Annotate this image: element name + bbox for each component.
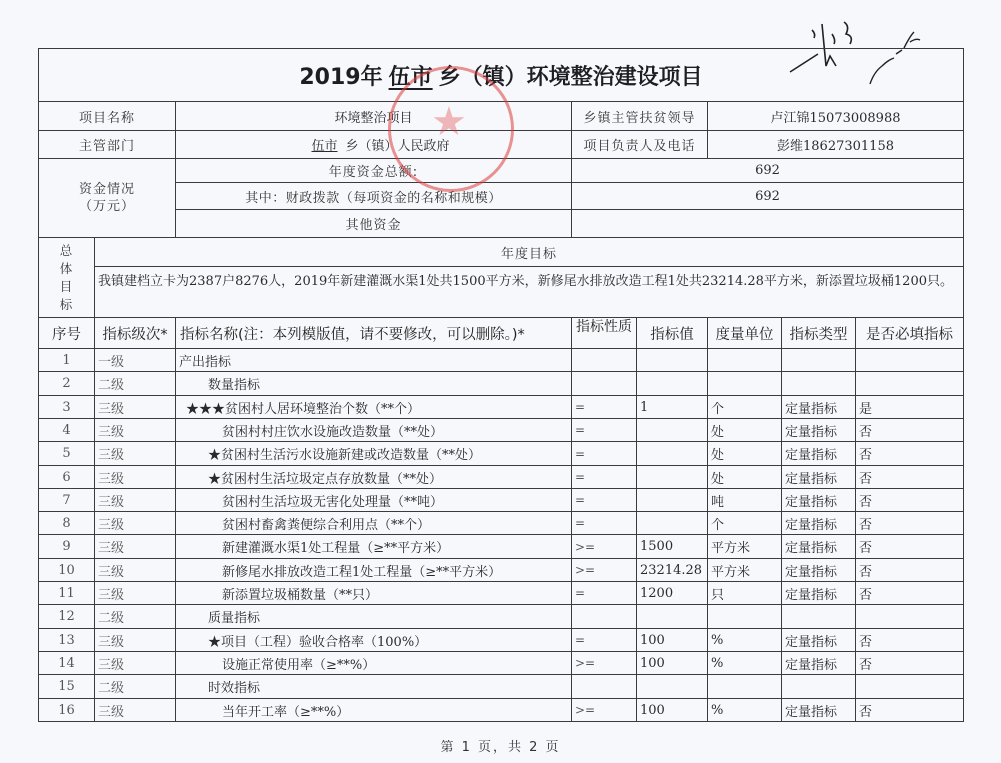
cell-required: 否	[856, 699, 964, 722]
cell-value	[637, 419, 708, 442]
cell-value	[637, 349, 708, 372]
cell-nature: >=	[572, 652, 637, 675]
cell-level: 二级	[95, 675, 176, 699]
cell-required: 否	[856, 535, 964, 559]
cell-unit: 处	[708, 419, 782, 442]
funds-label-line1: 资金情况	[78, 182, 135, 197]
cell-unit: 处	[708, 442, 782, 466]
cell-unit: 吨	[708, 489, 782, 512]
cell-name: 数量指标	[176, 372, 572, 396]
owner-value: 彭维18627301158	[708, 131, 964, 159]
cell-required: 否	[856, 466, 964, 489]
annual-goal-text: 我镇建档立卡为2387户8276人，2019年新建灌溉水渠1处共1500平方米，新修尾水排放改造工程1处共23214.28平方米，新添置垃圾桶1200只。	[95, 267, 964, 318]
cell-value	[637, 442, 708, 466]
cell-unit: %	[708, 629, 782, 652]
cell-nature: =	[572, 396, 637, 419]
cell-unit	[708, 675, 782, 699]
cell-unit: 平方米	[708, 559, 782, 582]
cell-level: 三级	[95, 559, 176, 582]
cell-value	[637, 372, 708, 396]
cell-level: 三级	[95, 629, 176, 652]
cell-type: 定量指标	[782, 396, 856, 419]
cell-type	[782, 675, 856, 699]
owner-label: 项目负责人及电话	[572, 131, 708, 159]
cell-no: 4	[38, 419, 95, 442]
cell-value	[637, 466, 708, 489]
fiscal-funds-value: 692	[572, 183, 964, 210]
cell-no: 14	[38, 652, 95, 675]
cell-no: 10	[38, 559, 95, 582]
cell-no: 1	[38, 349, 95, 372]
cell-type: 定量指标	[782, 489, 856, 512]
cell-required	[856, 372, 964, 396]
cell-nature	[572, 372, 637, 396]
cell-type: 定量指标	[782, 559, 856, 582]
cell-type: 定量指标	[782, 535, 856, 559]
cell-nature: =	[572, 466, 637, 489]
cell-unit: 个	[708, 512, 782, 535]
cell-name: 贫困村畜禽粪便综合利用点（**个）	[176, 512, 572, 535]
total-funds-value: 692	[572, 159, 964, 183]
cell-no: 12	[38, 605, 95, 629]
cell-type: 定量指标	[782, 466, 856, 489]
cell-nature: >=	[572, 535, 637, 559]
cell-type: 定量指标	[782, 699, 856, 722]
cell-unit: 个	[708, 396, 782, 419]
cell-required: 否	[856, 652, 964, 675]
dept-label: 主管部门	[38, 131, 176, 159]
cell-level: 三级	[95, 582, 176, 605]
cell-value: 23214.28	[637, 559, 708, 582]
header-col-required: 是否必填指标	[856, 318, 964, 349]
cell-unit: 平方米	[708, 535, 782, 559]
header-col-nature: 指标性质	[572, 318, 637, 349]
cell-nature: =	[572, 442, 637, 466]
cell-required: 否	[856, 489, 964, 512]
funds-label	[38, 159, 176, 238]
cell-unit	[708, 605, 782, 629]
goal-label-char: 体	[59, 260, 74, 276]
header-col-value: 指标值	[637, 318, 708, 349]
cell-type: 定量指标	[782, 512, 856, 535]
cell-value: 100	[637, 699, 708, 722]
cell-unit	[708, 349, 782, 372]
cell-level: 三级	[95, 396, 176, 419]
other-funds-label: 其他资金	[176, 210, 572, 238]
cell-nature: =	[572, 512, 637, 535]
cell-nature: >=	[572, 559, 637, 582]
cell-no: 9	[38, 535, 95, 559]
cell-name: 当年开工率（≥**%）	[176, 699, 572, 722]
header-col-type: 指标类型	[782, 318, 856, 349]
document-title	[38, 48, 964, 102]
cell-no: 6	[38, 466, 95, 489]
cell-nature	[572, 349, 637, 372]
cell-name: ★★★贫困村人居环境整治个数（**个）	[176, 396, 572, 419]
title-year: 2019年	[299, 64, 383, 90]
cell-value: 1200	[637, 582, 708, 605]
cell-name: 质量指标	[176, 605, 572, 629]
cell-required	[856, 349, 964, 372]
cell-name: 贫困村村庄饮水设施改造数量（**处）	[176, 419, 572, 442]
cell-level: 三级	[95, 535, 176, 559]
annual-goal-header: 年度目标	[95, 238, 964, 267]
cell-required: 否	[856, 419, 964, 442]
project-name-label: 项目名称	[38, 102, 176, 131]
cell-name: ★项目（工程）验收合格率（100%）	[176, 629, 572, 652]
header-col-level: 指标级次*	[95, 318, 176, 349]
leader-value: 卢江锦15073008988	[708, 102, 964, 131]
cell-name: 产出指标	[176, 349, 572, 372]
cell-no: 15	[38, 675, 95, 699]
leader-label: 乡镇主管扶贫领导	[572, 102, 708, 131]
cell-type	[782, 349, 856, 372]
cell-nature	[572, 605, 637, 629]
cell-type	[782, 372, 856, 396]
cell-level: 三级	[95, 489, 176, 512]
total-funds-label: 年度资金总额:	[176, 159, 572, 183]
cell-no: 11	[38, 582, 95, 605]
cell-no: 5	[38, 442, 95, 466]
dept-value	[176, 131, 572, 159]
cell-type: 定量指标	[782, 442, 856, 466]
header-col-name: 指标名称(注：本列模版值，请不要修改，可以删除。)*	[176, 318, 572, 349]
cell-level: 三级	[95, 512, 176, 535]
cell-value: 1	[637, 396, 708, 419]
cell-value: 100	[637, 652, 708, 675]
cell-value: 100	[637, 629, 708, 652]
cell-type	[782, 605, 856, 629]
cell-no: 7	[38, 489, 95, 512]
cell-level: 三级	[95, 442, 176, 466]
cell-level: 三级	[95, 652, 176, 675]
header-col-unit: 度量单位	[708, 318, 782, 349]
overall-goal-label	[38, 238, 95, 318]
cell-name: 新建灌溉水渠1处工程量（≥**平方米）	[176, 535, 572, 559]
cell-unit: %	[708, 652, 782, 675]
cell-level: 三级	[95, 466, 176, 489]
cell-unit: 处	[708, 466, 782, 489]
fiscal-funds-label: 其中：财政拨款（每项资金的名称和规模）	[176, 183, 572, 210]
cell-value	[637, 489, 708, 512]
funds-label-line2: （万元）	[78, 199, 135, 214]
title-town: 伍市	[388, 64, 433, 90]
cell-name: 设施正常使用率（≥**%）	[176, 652, 572, 675]
cell-unit: %	[708, 699, 782, 722]
cell-nature	[572, 675, 637, 699]
other-funds-value	[572, 210, 964, 238]
cell-required	[856, 675, 964, 699]
cell-type: 定量指标	[782, 629, 856, 652]
cell-name: ★贫困村生活污水设施新建或改造数量（**处）	[176, 442, 572, 466]
cell-value	[637, 675, 708, 699]
cell-nature: =	[572, 489, 637, 512]
cell-level: 三级	[95, 419, 176, 442]
cell-nature: =	[572, 629, 637, 652]
cell-no: 3	[38, 396, 95, 419]
cell-name: 新添置垃圾桶数量（**只）	[176, 582, 572, 605]
cell-level: 二级	[95, 372, 176, 396]
cell-nature: =	[572, 582, 637, 605]
cell-name: 时效指标	[176, 675, 572, 699]
header-col-no: 序号	[38, 318, 95, 349]
cell-value: 1500	[637, 535, 708, 559]
cell-name: 贫困村生活垃圾无害化处理量（**吨）	[176, 489, 572, 512]
cell-required: 否	[856, 629, 964, 652]
cell-required: 否	[856, 512, 964, 535]
cell-no: 13	[38, 629, 95, 652]
cell-level: 三级	[95, 699, 176, 722]
cell-type: 定量指标	[782, 652, 856, 675]
cell-no: 8	[38, 512, 95, 535]
cell-name: 新修尾水排放改造工程1处工程量（≥**平方米）	[176, 559, 572, 582]
cell-nature: =	[572, 419, 637, 442]
cell-value	[637, 605, 708, 629]
cell-required: 否	[856, 559, 964, 582]
cell-level: 二级	[95, 605, 176, 629]
cell-nature: >=	[572, 699, 637, 722]
goal-label-char: 目	[59, 278, 74, 294]
cell-unit: 只	[708, 582, 782, 605]
cell-unit	[708, 372, 782, 396]
dept-town: 伍市	[311, 139, 338, 154]
cell-no: 16	[38, 699, 95, 722]
cell-type: 定量指标	[782, 419, 856, 442]
cell-required: 是	[856, 396, 964, 419]
goal-label-char: 总	[59, 242, 74, 258]
project-name-value: 环境整治项目	[176, 102, 572, 131]
cell-required: 否	[856, 442, 964, 466]
cell-no: 2	[38, 372, 95, 396]
cell-name: ★贫困村生活垃圾定点存放数量（**处）	[176, 466, 572, 489]
dept-suffix: 乡（镇）人民政府	[345, 139, 450, 154]
cell-required: 否	[856, 582, 964, 605]
page-footer: 第 1 页，共 2 页	[440, 740, 561, 755]
goal-label-char: 标	[59, 296, 74, 312]
cell-level: 一级	[95, 349, 176, 372]
cell-type: 定量指标	[782, 582, 856, 605]
cell-required	[856, 605, 964, 629]
title-suffix: 乡（镇）环境整治建设项目	[438, 64, 703, 90]
cell-value	[637, 512, 708, 535]
